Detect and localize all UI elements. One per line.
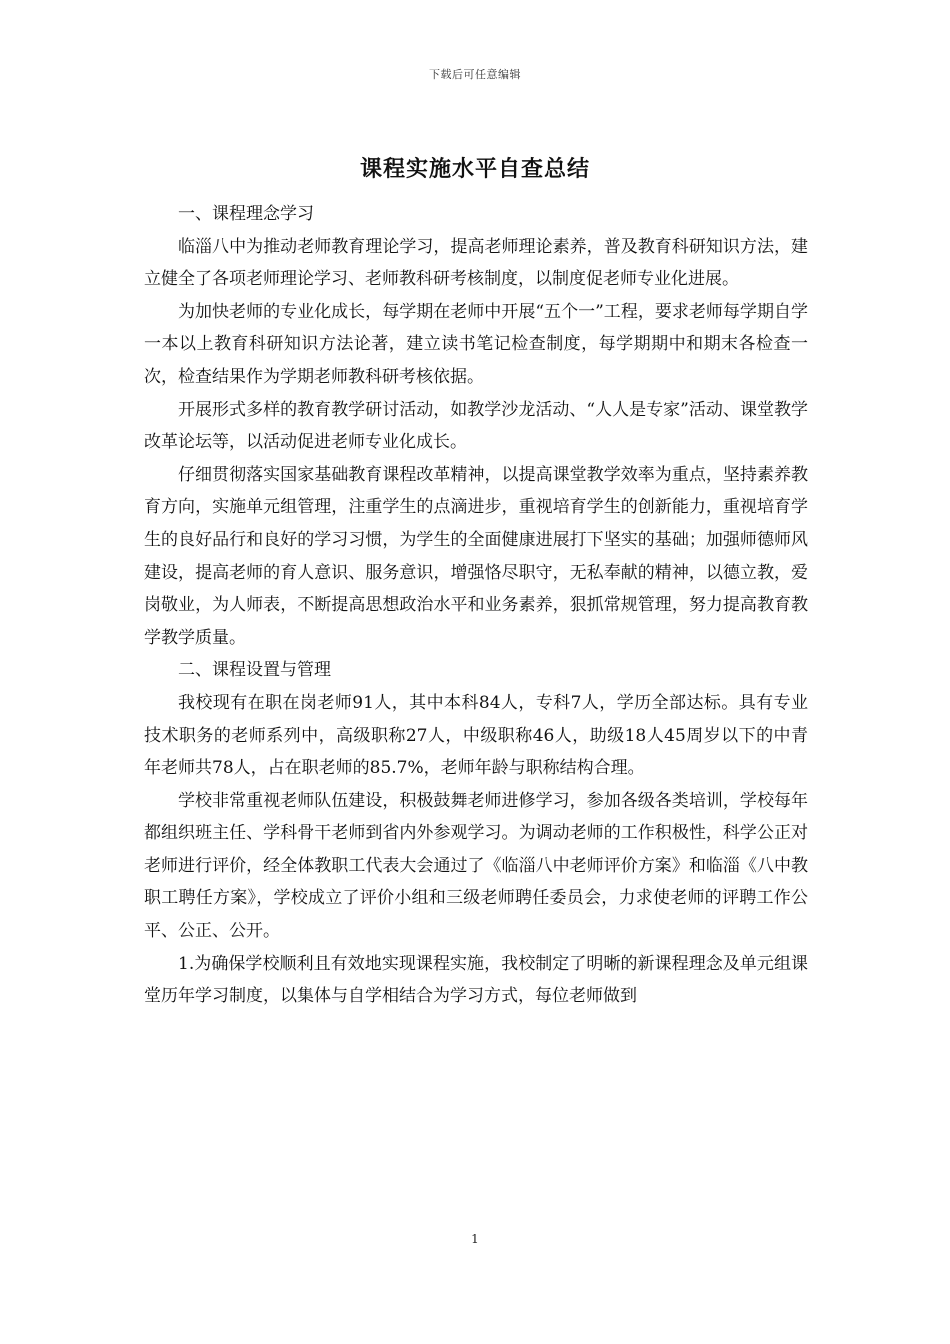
header-note: 下载后可任意编辑	[429, 68, 521, 81]
page-number: 1	[471, 1232, 479, 1246]
section-heading-2: 二、课程设置与管理	[178, 660, 331, 681]
paragraph: 开展形式多样的教育教学研讨活动，如教学沙龙活动、“人人是专家”活动、课堂教学改革论坛等，以活动促进老师专业化成长。	[144, 399, 808, 453]
paragraph: 我校现有在职在岗老师91人，其中本科84人，专科7人，学历全部达标。具有专业技术职务的老师系列中，高级职称27人，中级职称46人，助级18人45周岁以下的中青年老师共78人，占在职老师的85.7%，老师年龄与职称结构合理。	[144, 692, 808, 779]
document-title: 课程实施水平自查总结	[359, 156, 590, 182]
paragraph: 学校非常重视老师队伍建设，积极鼓舞老师进修学习，参加各级各类培训，学校每年都组织班主任、学科骨干老师到省内外参观学习。为调动老师的工作积极性，科学公正对老师进行评价，经全体教职工代表大会通过了《临淄八中老师评价方案》和临淄《八中教职工聘任方案》，学校成立了评价小组和三级老师聘任委员会，力求使老师的评聘工作公平、公正、公开。	[144, 790, 808, 942]
paragraph: 1.为确保学校顺利且有效地实现课程实施，我校制定了明晰的新课程理念及单元组课堂历年学习制度，以集体与自学相结合为学习方式，每位老师做到	[144, 953, 808, 1007]
paragraph: 临淄八中为推动老师教育理论学习，提高老师理论素养，普及教育科研知识方法，建立健全了各项老师理论学习、老师教科研考核制度，以制度促老师专业化进展。	[144, 236, 808, 290]
paragraph: 为加快老师的专业化成长，每学期在老师中开展“五个一”工程，要求老师每学期自学一本以上教育科研知识方法论著，建立读书笔记检查制度，每学期期中和期末各检查一次，检查结果作为学期老师教科研考核依据。	[144, 301, 808, 387]
document-body	[144, 198, 808, 1013]
section-heading-1: 一、课程理念学习	[178, 204, 314, 224]
paragraph: 仔细贯彻落实国家基础教育课程改革精神，以提高课堂教学效率为重点，坚持素养教育方向，实施单元组管理，注重学生的点滴进步，重视培育学生的创新能力，重视培育学生的良好品行和良好的学习习惯，为学生的全面健康进展打下坚实的基础；加强师德师风建设，提高老师的育人意识、服务意识，增强恪尽职守，无私奉献的精神，以德立教，爱岗敬业，为人师表，不断提高思想政治水平和业务素养，狠抓常规管理，努力提高教育教学教学质量。	[144, 464, 808, 648]
